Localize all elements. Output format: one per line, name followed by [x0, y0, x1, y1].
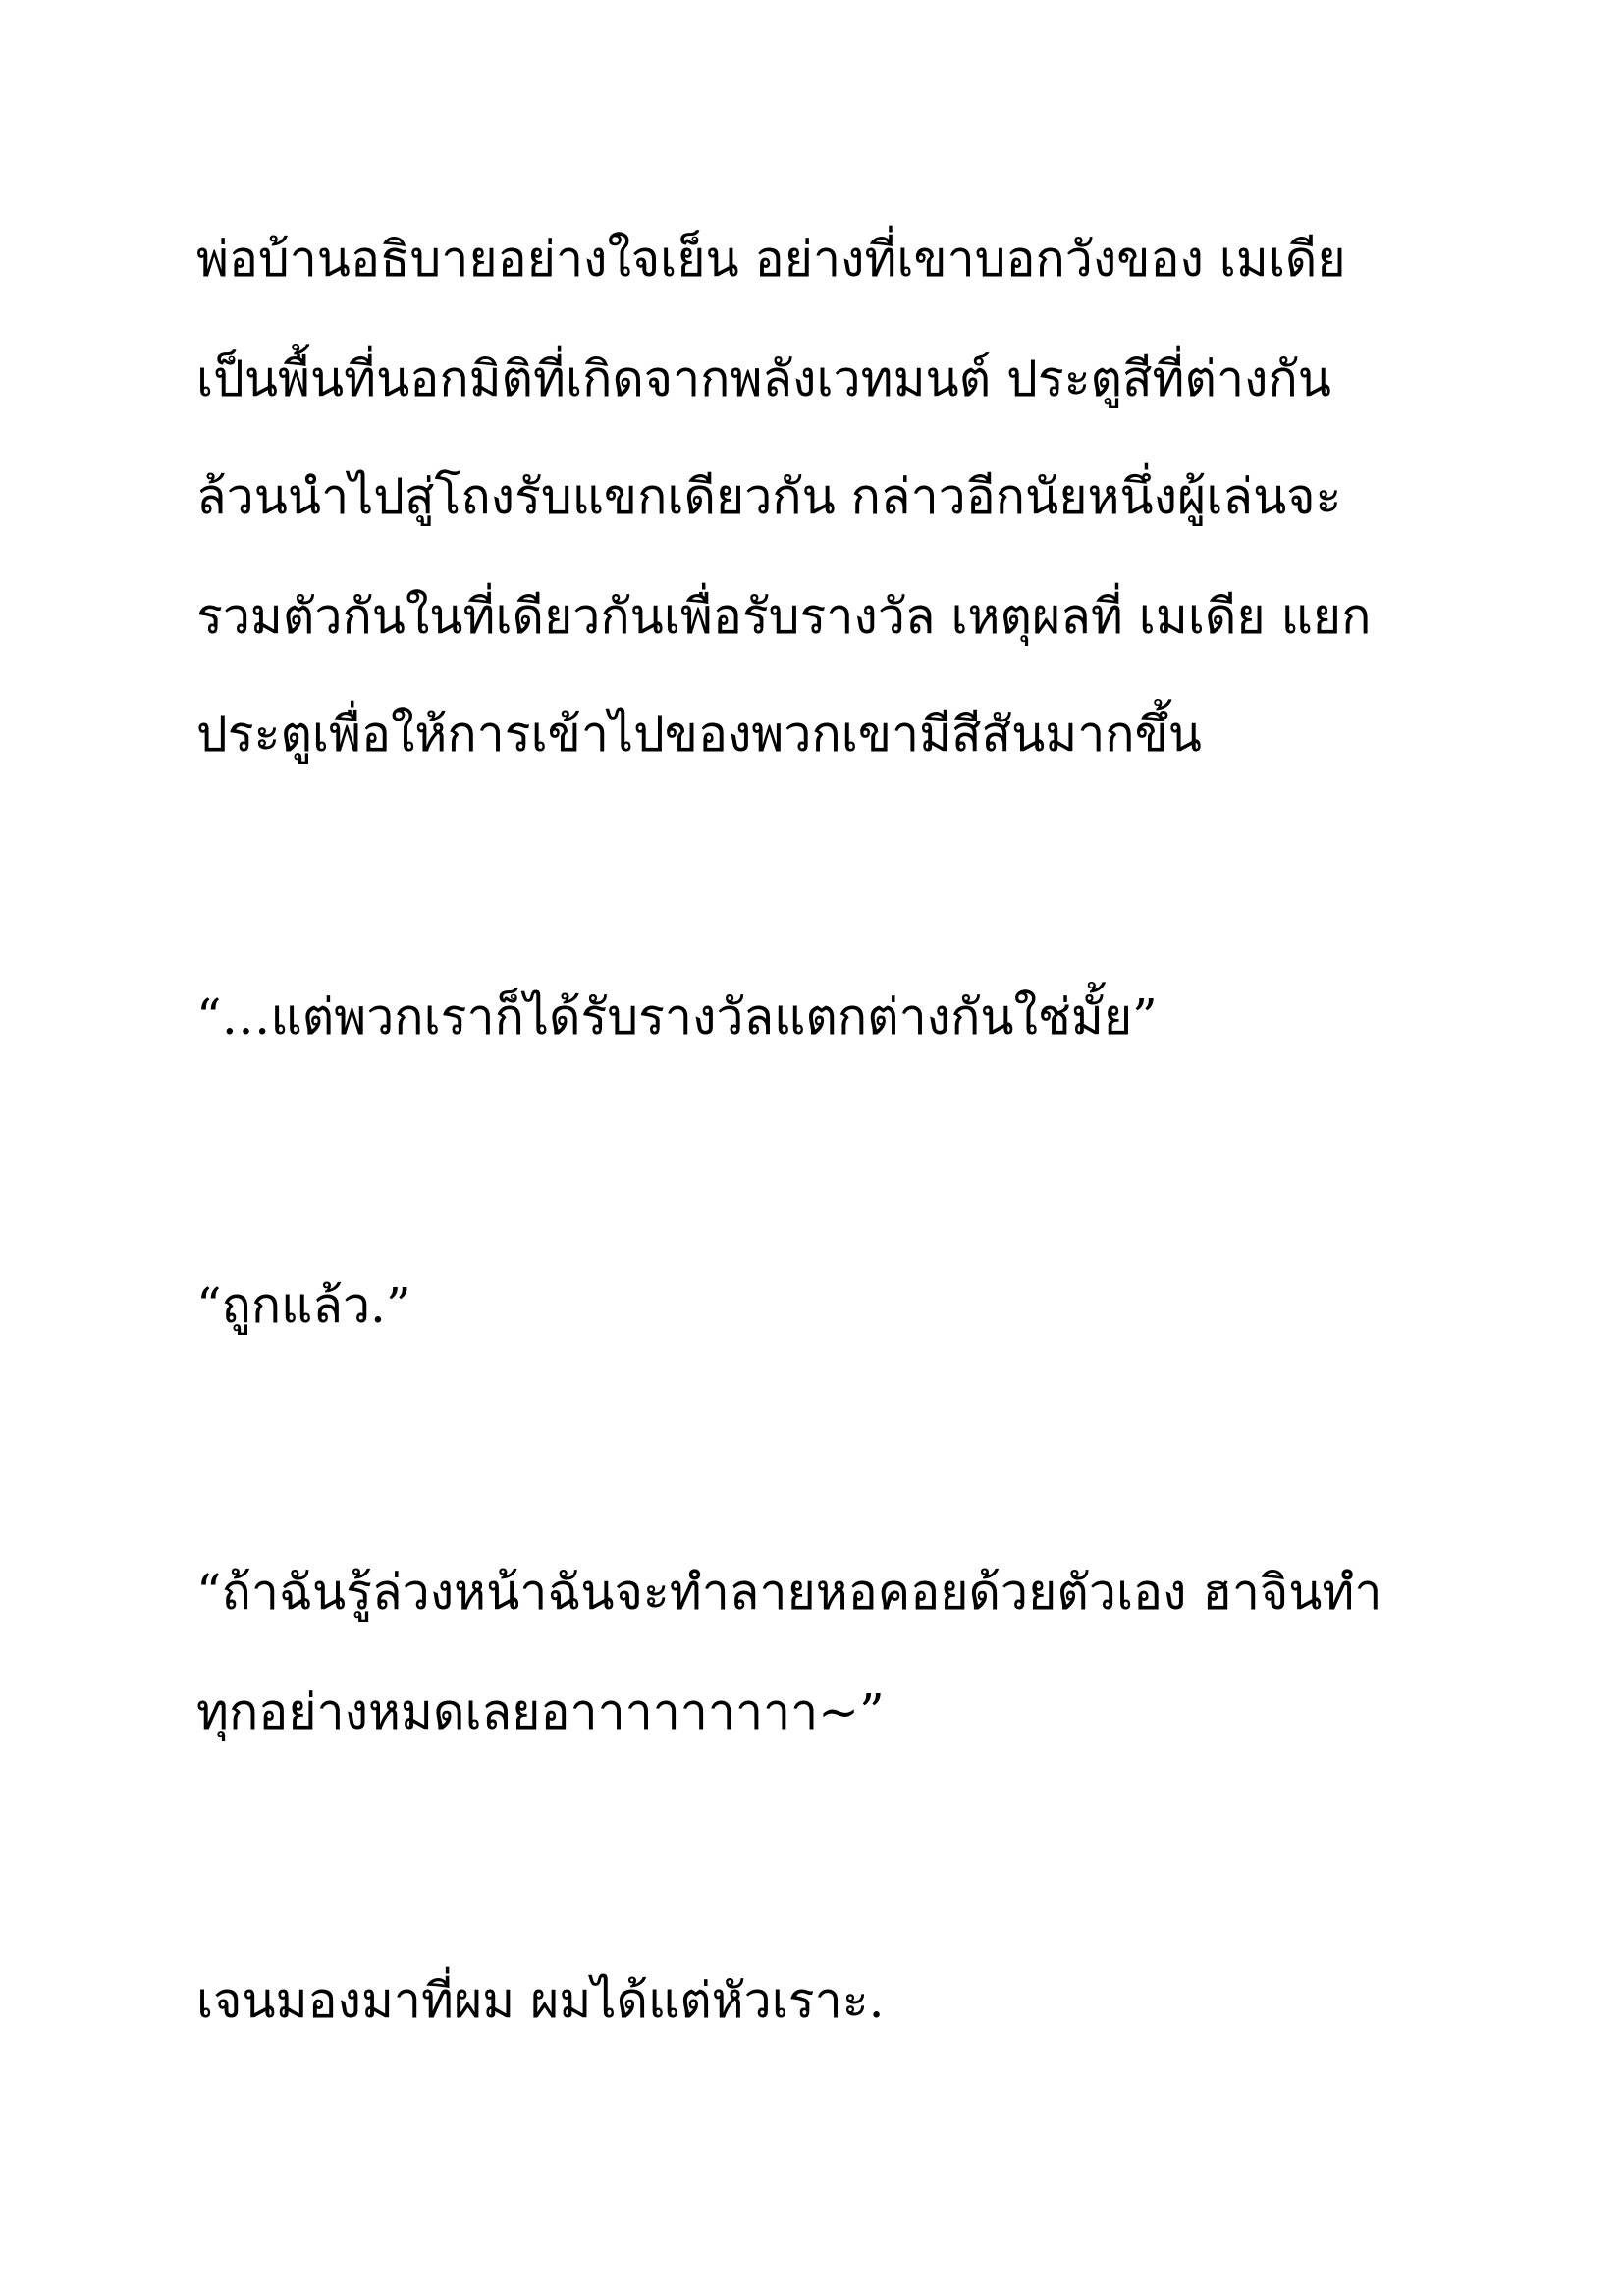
paragraph-1-line-4: รวมตัวกันในที่เดียวกันเพื่อรับรางวัล เหตุผลที่ เมเดีย แยก: [196, 588, 1372, 645]
paragraph-1-line-5: ประตูเพื่อให้การเข้าไปของพวกเขามีสีสันมากขึ้น: [196, 706, 1202, 763]
paragraph-2-line-1: “…แต่พวกเราก็ได้รับรางวัลแตกต่างกันใช่มั้ย”: [196, 988, 1158, 1045]
paragraph-3-line-1: “ถูกแล้ว.”: [196, 1277, 411, 1334]
paragraph-1-line-3: ล้วนนำไปสู่โถงรับแขกเดียวกัน กล่าวอีกนัยหนึ่งผู้เล่นจะ: [196, 468, 1342, 525]
paragraph-4-line-1: “ถ้าฉันรู้ล่วงหน้าฉันจะทำลายหอคอยด้วยตัวเอง ฮาจินทำ: [196, 1564, 1382, 1621]
paragraph-5-line-1: เจนมองมาที่ผม ผมได้แต่หัวเราะ.: [196, 1972, 885, 2029]
paragraph-4-line-2: ทุกอย่างหมดเลยอาาาาาาาาา~”: [196, 1683, 885, 1740]
paragraph-1-line-2: เป็นพื้นที่นอกมิติที่เกิดจากพลังเวทมนต์ ประตูสีที่ต่างกัน: [196, 350, 1331, 407]
paragraph-1-line-1: พ่อบ้านอธิบายอย่างใจเย็น อย่างที่เขาบอกวังของ เมเดีย: [196, 231, 1346, 288]
